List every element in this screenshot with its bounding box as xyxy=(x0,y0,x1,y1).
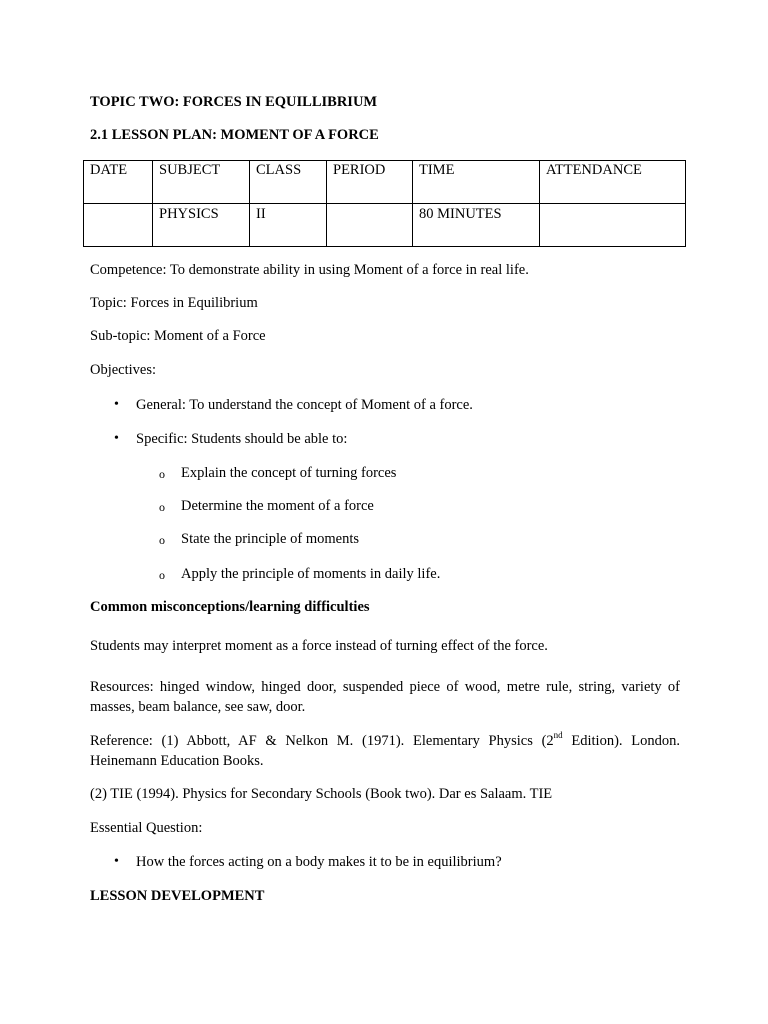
cell-date xyxy=(84,204,153,247)
topic-heading: TOPIC TWO: FORCES IN EQUILLIBRIUM xyxy=(90,94,378,110)
header-class: CLASS xyxy=(250,161,327,204)
reference-superscript: nd xyxy=(553,730,563,741)
lesson-plan-table xyxy=(83,160,686,247)
essential-question: How the forces acting on a body makes it to be in equilibrium? xyxy=(136,854,502,870)
circle-bullet-icon: o xyxy=(159,533,165,547)
header-attendance: ATTENDANCE xyxy=(540,161,686,204)
table-header-row xyxy=(84,161,686,204)
specific-item: State the principle of moments xyxy=(181,531,359,547)
circle-bullet-icon: o xyxy=(159,500,165,514)
header-period: PERIOD xyxy=(327,161,413,204)
reference-line xyxy=(90,731,680,751)
cell-time: 80 MINUTES xyxy=(413,204,540,247)
misconceptions-heading: Common misconceptions/learning difficulties xyxy=(90,599,370,615)
reference-line: Heinemann Education Books. xyxy=(90,753,264,769)
cell-class: II xyxy=(250,204,327,247)
cell-attendance xyxy=(540,204,686,247)
reference-text: Reference: (1) Abbott, AF & Nelkon M. (1971). Elementary Physics (2 xyxy=(90,733,554,749)
subtopic-text: Sub-topic: Moment of a Force xyxy=(90,328,266,344)
resources-paragraph xyxy=(90,677,680,717)
essential-question-label: Essential Question: xyxy=(90,820,203,836)
specific-item: Determine the moment of a force xyxy=(181,498,374,514)
specific-item: Explain the concept of turning forces xyxy=(181,465,397,481)
header-date: DATE xyxy=(84,161,153,204)
competence-text: Competence: To demonstrate ability in using Moment of a force in real life. xyxy=(90,262,529,278)
reference-paragraph xyxy=(90,731,680,771)
objective-specific: Specific: Students should be able to: xyxy=(136,431,348,447)
misconceptions-text: Students may interpret moment as a force instead of turning effect of the force. xyxy=(90,638,548,654)
topic-text: Topic: Forces in Equilibrium xyxy=(90,295,258,311)
bullet-icon: • xyxy=(114,854,119,869)
resources-line: Resources: hinged window, hinged door, suspended piece of wood, metre rule, string, variety of xyxy=(90,679,680,695)
header-subject: SUBJECT xyxy=(153,161,250,204)
lesson-plan-heading: 2.1 LESSON PLAN: MOMENT OF A FORCE xyxy=(90,127,379,143)
cell-period xyxy=(327,204,413,247)
bullet-icon: • xyxy=(114,397,119,412)
header-time: TIME xyxy=(413,161,540,204)
objectives-label: Objectives: xyxy=(90,362,157,378)
circle-bullet-icon: o xyxy=(159,467,165,481)
reference-two: (2) TIE (1994). Physics for Secondary Schools (Book two). Dar es Salaam. TIE xyxy=(90,786,553,802)
lesson-development-heading: LESSON DEVELOPMENT xyxy=(90,888,265,904)
objective-general: General: To understand the concept of Moment of a force. xyxy=(136,397,473,413)
resources-line: masses, beam balance, see saw, door. xyxy=(90,699,306,715)
table-row xyxy=(84,204,686,247)
reference-text: Edition). London. xyxy=(562,733,680,749)
circle-bullet-icon: o xyxy=(159,568,165,582)
specific-item: Apply the principle of moments in daily life. xyxy=(181,566,441,582)
cell-subject: PHYSICS xyxy=(153,204,250,247)
bullet-icon: • xyxy=(114,431,119,446)
